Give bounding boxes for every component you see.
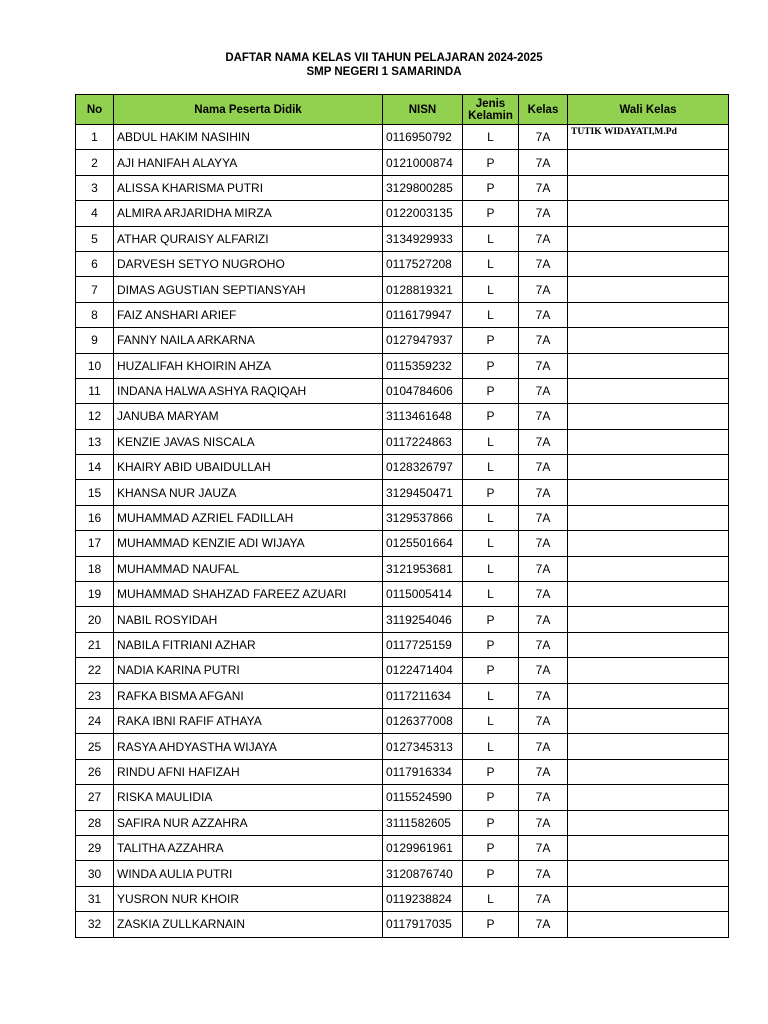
cell-jenis-kelamin: L <box>463 505 519 530</box>
cell-kelas: 7A <box>519 455 568 480</box>
cell-wali-kelas <box>568 277 729 302</box>
cell-nisn: 0116179947 <box>383 302 463 327</box>
cell-nama: DIMAS AGUSTIAN SEPTIANSYAH <box>114 277 383 302</box>
cell-no: 13 <box>76 429 114 454</box>
cell-nisn: 3129800285 <box>383 175 463 200</box>
table-row <box>76 378 729 403</box>
cell-nisn: 0115005414 <box>383 582 463 607</box>
cell-kelas: 7A <box>519 632 568 657</box>
cell-kelas: 7A <box>519 505 568 530</box>
cell-no: 3 <box>76 175 114 200</box>
cell-nisn: 0127947937 <box>383 328 463 353</box>
header-jenis-kelamin: Jenis Kelamin <box>463 95 519 125</box>
table-row <box>76 734 729 759</box>
table-row <box>76 582 729 607</box>
cell-nama: ALMIRA ARJARIDHA MIRZA <box>114 201 383 226</box>
cell-wali-kelas <box>568 683 729 708</box>
cell-wali-kelas <box>568 201 729 226</box>
cell-no: 11 <box>76 378 114 403</box>
cell-kelas: 7A <box>519 886 568 911</box>
cell-no: 2 <box>76 150 114 175</box>
cell-no: 19 <box>76 582 114 607</box>
cell-wali-kelas <box>568 556 729 581</box>
cell-no: 7 <box>76 277 114 302</box>
table-row <box>76 810 729 835</box>
cell-nama: DARVESH SETYO NUGROHO <box>114 251 383 276</box>
cell-nisn: 0125501664 <box>383 531 463 556</box>
cell-nama: RISKA MAULIDIA <box>114 785 383 810</box>
cell-jenis-kelamin: L <box>463 302 519 327</box>
cell-jenis-kelamin: L <box>463 582 519 607</box>
cell-nisn: 3134929933 <box>383 226 463 251</box>
table-row <box>76 861 729 886</box>
cell-no: 16 <box>76 505 114 530</box>
cell-jenis-kelamin: P <box>463 810 519 835</box>
table-row <box>76 455 729 480</box>
cell-wali-kelas <box>568 582 729 607</box>
cell-nisn: 3120876740 <box>383 861 463 886</box>
cell-nisn: 3129450471 <box>383 480 463 505</box>
cell-no: 14 <box>76 455 114 480</box>
table-row <box>76 480 729 505</box>
cell-wali-kelas <box>568 505 729 530</box>
cell-no: 4 <box>76 201 114 226</box>
cell-kelas: 7A <box>519 302 568 327</box>
cell-wali-kelas <box>568 175 729 200</box>
cell-kelas: 7A <box>519 734 568 759</box>
cell-jenis-kelamin: P <box>463 353 519 378</box>
cell-kelas: 7A <box>519 125 568 150</box>
table-row <box>76 759 729 784</box>
cell-nisn: 0117725159 <box>383 632 463 657</box>
cell-kelas: 7A <box>519 708 568 733</box>
cell-nisn: 3111582605 <box>383 810 463 835</box>
cell-jenis-kelamin: L <box>463 277 519 302</box>
cell-wali-kelas <box>568 658 729 683</box>
cell-wali-kelas: TUTIK WIDAYATI,M.Pd <box>568 125 729 150</box>
table-row <box>76 175 729 200</box>
cell-wali-kelas <box>568 607 729 632</box>
cell-jenis-kelamin: P <box>463 759 519 784</box>
cell-wali-kelas <box>568 251 729 276</box>
cell-nama: YUSRON NUR KHOIR <box>114 886 383 911</box>
cell-nisn: 0115524590 <box>383 785 463 810</box>
cell-kelas: 7A <box>519 835 568 860</box>
cell-no: 23 <box>76 683 114 708</box>
cell-jenis-kelamin: P <box>463 480 519 505</box>
cell-nama: KHANSA NUR JAUZA <box>114 480 383 505</box>
table-row <box>76 531 729 556</box>
cell-kelas: 7A <box>519 810 568 835</box>
table-row <box>76 785 729 810</box>
cell-nisn: 0128819321 <box>383 277 463 302</box>
cell-nama: ALISSA KHARISMA PUTRI <box>114 175 383 200</box>
cell-jenis-kelamin: L <box>463 226 519 251</box>
cell-nama: INDANA HALWA ASHYA RAQIQAH <box>114 378 383 403</box>
table-row <box>76 683 729 708</box>
table-row <box>76 251 729 276</box>
cell-nisn: 0116950792 <box>383 125 463 150</box>
cell-kelas: 7A <box>519 861 568 886</box>
cell-no: 6 <box>76 251 114 276</box>
document-title: DAFTAR NAMA KELAS VII TAHUN PELAJARAN 2024-2025 <box>225 52 543 64</box>
cell-jenis-kelamin: L <box>463 683 519 708</box>
header-nama: Nama Peserta Didik <box>114 95 383 125</box>
table-row <box>76 632 729 657</box>
cell-nama: NADIA KARINA PUTRI <box>114 658 383 683</box>
table-row <box>76 226 729 251</box>
cell-kelas: 7A <box>519 404 568 429</box>
cell-kelas: 7A <box>519 251 568 276</box>
cell-wali-kelas <box>568 886 729 911</box>
cell-nama: JANUBA MARYAM <box>114 404 383 429</box>
cell-wali-kelas <box>568 328 729 353</box>
cell-no: 31 <box>76 886 114 911</box>
cell-kelas: 7A <box>519 556 568 581</box>
cell-no: 24 <box>76 708 114 733</box>
cell-jenis-kelamin: P <box>463 632 519 657</box>
cell-no: 22 <box>76 658 114 683</box>
cell-no: 20 <box>76 607 114 632</box>
cell-no: 30 <box>76 861 114 886</box>
cell-wali-kelas <box>568 150 729 175</box>
cell-kelas: 7A <box>519 759 568 784</box>
cell-wali-kelas <box>568 302 729 327</box>
cell-wali-kelas <box>568 429 729 454</box>
cell-jenis-kelamin: P <box>463 912 519 937</box>
cell-wali-kelas <box>568 861 729 886</box>
cell-nisn: 3119254046 <box>383 607 463 632</box>
cell-nama: NABIL ROSYIDAH <box>114 607 383 632</box>
cell-nisn: 3113461648 <box>383 404 463 429</box>
cell-nisn: 0122471404 <box>383 658 463 683</box>
cell-wali-kelas <box>568 531 729 556</box>
cell-kelas: 7A <box>519 531 568 556</box>
cell-no: 26 <box>76 759 114 784</box>
table-row <box>76 556 729 581</box>
cell-no: 27 <box>76 785 114 810</box>
cell-no: 9 <box>76 328 114 353</box>
cell-nisn: 0119238824 <box>383 886 463 911</box>
school-name: SMP NEGERI 1 SAMARINDA <box>306 66 462 78</box>
cell-no: 17 <box>76 531 114 556</box>
cell-wali-kelas <box>568 226 729 251</box>
cell-nama: RASYA AHDYASTHA WIJAYA <box>114 734 383 759</box>
cell-no: 32 <box>76 912 114 937</box>
cell-nama: FAIZ ANSHARI ARIEF <box>114 302 383 327</box>
cell-wali-kelas <box>568 404 729 429</box>
cell-wali-kelas <box>568 353 729 378</box>
table-row <box>76 886 729 911</box>
table-header-row <box>76 95 729 125</box>
cell-nama: NABILA FITRIANI AZHAR <box>114 632 383 657</box>
table-row <box>76 505 729 530</box>
cell-nisn: 0117527208 <box>383 251 463 276</box>
cell-wali-kelas <box>568 378 729 403</box>
cell-no: 1 <box>76 125 114 150</box>
cell-jenis-kelamin: P <box>463 658 519 683</box>
cell-nisn: 0115359232 <box>383 353 463 378</box>
cell-no: 25 <box>76 734 114 759</box>
cell-jenis-kelamin: P <box>463 404 519 429</box>
cell-nama: RAFKA BISMA AFGANI <box>114 683 383 708</box>
table-row <box>76 328 729 353</box>
cell-nama: MUHAMMAD NAUFAL <box>114 556 383 581</box>
header-nisn: NISN <box>383 95 463 125</box>
cell-kelas: 7A <box>519 201 568 226</box>
table-row <box>76 302 729 327</box>
cell-kelas: 7A <box>519 785 568 810</box>
cell-kelas: 7A <box>519 175 568 200</box>
header-wali-kelas: Wali Kelas <box>568 95 729 125</box>
student-table <box>75 94 729 938</box>
cell-wali-kelas <box>568 455 729 480</box>
cell-nisn: 0129961961 <box>383 835 463 860</box>
cell-jenis-kelamin: P <box>463 201 519 226</box>
cell-jenis-kelamin: L <box>463 708 519 733</box>
cell-nama: MUHAMMAD AZRIEL FADILLAH <box>114 505 383 530</box>
table-row <box>76 150 729 175</box>
cell-nisn: 0117211634 <box>383 683 463 708</box>
cell-jenis-kelamin: L <box>463 556 519 581</box>
table-row <box>76 607 729 632</box>
cell-no: 21 <box>76 632 114 657</box>
cell-nama: RAKA IBNI RAFIF ATHAYA <box>114 708 383 733</box>
cell-kelas: 7A <box>519 378 568 403</box>
cell-kelas: 7A <box>519 683 568 708</box>
cell-nisn: 0126377008 <box>383 708 463 733</box>
cell-wali-kelas <box>568 835 729 860</box>
cell-nama: KENZIE JAVAS NISCALA <box>114 429 383 454</box>
cell-nama: ABDUL HAKIM NASIHIN <box>114 125 383 150</box>
table-row <box>76 201 729 226</box>
cell-jenis-kelamin: L <box>463 886 519 911</box>
cell-jenis-kelamin: P <box>463 175 519 200</box>
cell-nisn: 0122003135 <box>383 201 463 226</box>
cell-jenis-kelamin: P <box>463 861 519 886</box>
table-row <box>76 658 729 683</box>
cell-kelas: 7A <box>519 328 568 353</box>
table-row <box>76 708 729 733</box>
cell-jenis-kelamin: L <box>463 734 519 759</box>
cell-wali-kelas <box>568 480 729 505</box>
cell-nisn: 0128326797 <box>383 455 463 480</box>
cell-nama: RINDU AFNI HAFIZAH <box>114 759 383 784</box>
cell-nisn: 0127345313 <box>383 734 463 759</box>
cell-no: 10 <box>76 353 114 378</box>
cell-nama: KHAIRY ABID UBAIDULLAH <box>114 455 383 480</box>
cell-no: 18 <box>76 556 114 581</box>
cell-no: 29 <box>76 835 114 860</box>
cell-no: 8 <box>76 302 114 327</box>
table-row <box>76 353 729 378</box>
cell-kelas: 7A <box>519 658 568 683</box>
cell-nama: ATHAR QURAISY ALFARIZI <box>114 226 383 251</box>
cell-nama: ZASKIA ZULLKARNAIN <box>114 912 383 937</box>
header-kelas: Kelas <box>519 95 568 125</box>
table-row <box>76 912 729 937</box>
table-row <box>76 125 729 150</box>
table-row <box>76 835 729 860</box>
cell-kelas: 7A <box>519 582 568 607</box>
cell-nisn: 0117917035 <box>383 912 463 937</box>
cell-nama: TALITHA AZZAHRA <box>114 835 383 860</box>
cell-jenis-kelamin: P <box>463 378 519 403</box>
cell-wali-kelas <box>568 632 729 657</box>
table-row <box>76 277 729 302</box>
cell-jenis-kelamin: L <box>463 531 519 556</box>
cell-nama: WINDA AULIA PUTRI <box>114 861 383 886</box>
cell-wali-kelas <box>568 734 729 759</box>
cell-nisn: 0117916334 <box>383 759 463 784</box>
table-body <box>76 125 729 938</box>
cell-kelas: 7A <box>519 353 568 378</box>
cell-kelas: 7A <box>519 429 568 454</box>
cell-wali-kelas <box>568 810 729 835</box>
cell-jenis-kelamin: P <box>463 785 519 810</box>
cell-nisn: 0117224863 <box>383 429 463 454</box>
cell-nama: HUZALIFAH KHOIRIN AHZA <box>114 353 383 378</box>
cell-nisn: 3121953681 <box>383 556 463 581</box>
cell-jenis-kelamin: L <box>463 455 519 480</box>
cell-nama: MUHAMMAD KENZIE ADI WIJAYA <box>114 531 383 556</box>
cell-nama: AJI HANIFAH ALAYYA <box>114 150 383 175</box>
cell-wali-kelas <box>568 785 729 810</box>
cell-nama: SAFIRA NUR AZZAHRA <box>114 810 383 835</box>
cell-kelas: 7A <box>519 277 568 302</box>
cell-kelas: 7A <box>519 226 568 251</box>
cell-jenis-kelamin: P <box>463 150 519 175</box>
cell-kelas: 7A <box>519 150 568 175</box>
table-row <box>76 429 729 454</box>
cell-no: 12 <box>76 404 114 429</box>
cell-nisn: 0104784606 <box>383 378 463 403</box>
cell-jenis-kelamin: P <box>463 328 519 353</box>
cell-nisn: 3129537866 <box>383 505 463 530</box>
cell-no: 5 <box>76 226 114 251</box>
cell-jenis-kelamin: L <box>463 125 519 150</box>
cell-no: 28 <box>76 810 114 835</box>
cell-kelas: 7A <box>519 607 568 632</box>
cell-kelas: 7A <box>519 480 568 505</box>
cell-jenis-kelamin: P <box>463 607 519 632</box>
cell-no: 15 <box>76 480 114 505</box>
cell-wali-kelas <box>568 759 729 784</box>
cell-nama: FANNY NAILA ARKARNA <box>114 328 383 353</box>
cell-wali-kelas <box>568 708 729 733</box>
cell-nisn: 0121000874 <box>383 150 463 175</box>
header-no: No <box>76 95 114 125</box>
table-row <box>76 404 729 429</box>
cell-jenis-kelamin: L <box>463 429 519 454</box>
cell-nama: MUHAMMAD SHAHZAD FAREEZ AZUARI <box>114 582 383 607</box>
cell-wali-kelas <box>568 912 729 937</box>
cell-jenis-kelamin: L <box>463 251 519 276</box>
cell-jenis-kelamin: P <box>463 835 519 860</box>
cell-kelas: 7A <box>519 912 568 937</box>
